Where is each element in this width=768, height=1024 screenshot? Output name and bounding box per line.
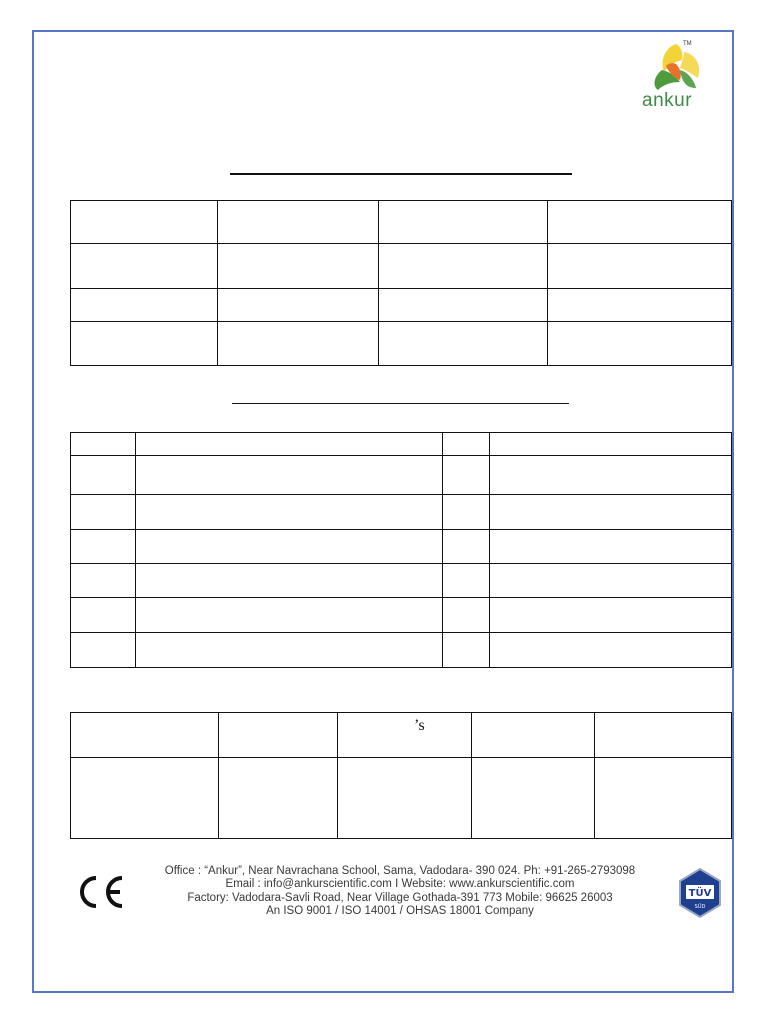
table-cell (379, 201, 548, 244)
table-cell (71, 598, 136, 633)
table-row (71, 456, 732, 495)
table-cell (595, 758, 732, 839)
title-underline (230, 173, 572, 175)
table-cell (71, 201, 218, 244)
table-cell (71, 244, 218, 289)
footer-iso-line: An ISO 9001 / ISO 14001 / OHSAS 18001 Company (266, 904, 534, 917)
table-cell (490, 495, 732, 530)
table-cell (490, 564, 732, 598)
footer-factory-line: Factory: Vadodara-Savli Road, Near Village Gothada-391 773 Mobile: 96625 26003 (187, 891, 613, 904)
table-row (71, 598, 732, 633)
table-cell (548, 201, 732, 244)
tuv-certification-icon (676, 867, 724, 919)
table-cell (443, 495, 490, 530)
table-cell (595, 713, 732, 758)
table-cell (490, 433, 732, 456)
table-cell (490, 456, 732, 495)
table-cell (71, 758, 219, 839)
table-row (71, 201, 732, 244)
table-cell (136, 495, 443, 530)
table-cell (443, 530, 490, 564)
table-cell (71, 564, 136, 598)
table-cell (71, 322, 218, 366)
table-row (71, 322, 732, 366)
table-cell (548, 322, 732, 366)
table-cell (136, 433, 443, 456)
table-cell (443, 456, 490, 495)
section-underline (232, 403, 569, 404)
table-cell (472, 713, 595, 758)
tuv-sub-label: SÜD (694, 904, 706, 910)
info-table (70, 200, 732, 366)
table-cell (71, 456, 136, 495)
signature-table (70, 712, 732, 839)
table-cell (219, 713, 338, 758)
table-cell (71, 713, 219, 758)
company-footer (150, 865, 650, 918)
footer-email-line: Email : info@ankurscientific.com I Website: www.ankurscientific.com (225, 878, 575, 891)
table-cell (490, 598, 732, 633)
table-cell (218, 289, 379, 322)
table-cell (443, 433, 490, 456)
table-cell (136, 530, 443, 564)
table-cell (443, 564, 490, 598)
table-cell (136, 598, 443, 633)
table-cell (443, 598, 490, 633)
table-cell (71, 530, 136, 564)
trademark-label: TM (683, 41, 692, 47)
table-cell (219, 758, 338, 839)
table-cell (379, 322, 548, 366)
table-row (71, 289, 732, 322)
table-cell (71, 495, 136, 530)
brand-name: ankur (642, 90, 693, 111)
ce-mark-icon (76, 872, 126, 912)
table-cell (218, 201, 379, 244)
table-row (71, 758, 732, 839)
table-row (71, 530, 732, 564)
table-cell (71, 633, 136, 668)
table-row (71, 564, 732, 598)
table-cell (218, 244, 379, 289)
table-cell (338, 713, 472, 758)
table-cell (548, 289, 732, 322)
items-table (70, 432, 732, 668)
table-cell (71, 433, 136, 456)
table-row (71, 713, 732, 758)
table-cell (443, 633, 490, 668)
footer-office-line: Office : “Ankur”, Near Navrachana School, Sama, Vadodara- 390 024. Ph: +91-265-2793098 (164, 865, 636, 877)
table-row (71, 633, 732, 668)
table-cell (472, 758, 595, 839)
table-cell (490, 530, 732, 564)
table-cell (136, 633, 443, 668)
table-cell (218, 322, 379, 366)
table-cell (548, 244, 732, 289)
table-row (71, 244, 732, 289)
table-cell (379, 244, 548, 289)
table-cell (338, 758, 472, 839)
table-cell (379, 289, 548, 322)
table-row (71, 433, 732, 456)
table-row (71, 495, 732, 530)
possessive-suffix: ’s (414, 717, 425, 734)
table-cell (71, 289, 218, 322)
tuv-label: TÜV (688, 888, 712, 899)
table-cell (136, 564, 443, 598)
table-cell (136, 456, 443, 495)
table-cell (490, 633, 732, 668)
